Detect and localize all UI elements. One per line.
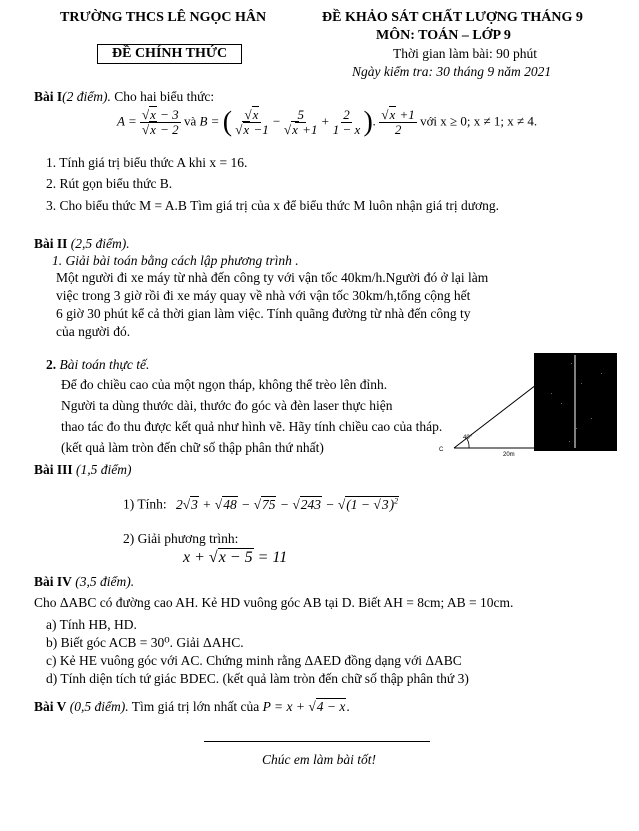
bai5-line: Bài V (0,5 điểm). Tìm giá trị lớn nhất của P = x + √4 − x. (34, 699, 350, 714)
bai3-title: Bài III (34, 462, 73, 477)
divider-line (204, 741, 430, 742)
bai3-q2-equation: x + √x − 5 = 11 (183, 549, 288, 566)
bai3-q1-label: 1) Tính: (123, 496, 167, 512)
bai4-c: c) Kẻ HE vuông góc với AC. Chứng minh rằng ΔAED đồng dạng với ΔABC (46, 653, 462, 668)
exam-date: Ngày kiểm tra: 30 tháng 9 năm 2021 (352, 64, 552, 79)
bai3-q2-label: 2) Giải phương trình: (123, 531, 239, 546)
bai2-p2-line1: Để đo chiều cao của một ngọn tháp, không thể trèo lên đỉnh. (61, 377, 388, 392)
bai4-intro: Cho ΔABC có đường cao AH. Kẻ HD vuông góc AB tại D. Biết AH = 8cm; AB = 10cm. (34, 595, 514, 610)
bai2-heading (34, 236, 130, 252)
point-c-label: C (439, 447, 444, 453)
exam-title: ĐỀ KHẢO SÁT CHẤT LƯỢNG THÁNG 9 (322, 10, 583, 25)
bai2-p2-line2: Người ta dùng thước dài, thước đo góc và đèn laser thực hiện (61, 398, 393, 413)
bai2-p1-title: 1. Giải bài toán bằng cách lập phương trình . (52, 253, 299, 268)
bai4-b: b) Biết góc ACB = 30⁰. Giải ΔAHC. (46, 635, 244, 650)
point-b-label: B (572, 452, 577, 458)
tower-diagram (439, 353, 617, 458)
bai2-points: (2,5 điểm). (67, 236, 130, 251)
bai2-p2-line4: (kết quả làm tròn đến chữ số thập phân thứ nhất) (61, 440, 324, 455)
bai2-p2-num: 2. (46, 357, 57, 372)
bai2-p2-heading (46, 357, 149, 373)
bai2-title: Bài II (34, 236, 68, 251)
bai1-points: (2 điểm). (62, 89, 111, 104)
bai1-condition: với x ≥ 0; x ≠ 1; x ≠ 4. (420, 113, 538, 129)
bai5-text: Tìm giá trị lớn nhất của (128, 699, 263, 714)
bai3-points: (1,5 điểm) (72, 462, 132, 477)
bai3-heading (34, 462, 132, 478)
bai4-title: Bài IV (34, 574, 72, 589)
bai5-expr: P = x + √4 − x (262, 699, 346, 714)
bai2-p1-line1: Một người đi xe máy từ nhà đến công ty với vận tốc 40km/h.Người đó ở lại làm (56, 270, 489, 285)
bai4-heading (34, 574, 134, 590)
bai1-formulas: A = $\frac{√x - 3}{√x - 2}$ và B = ( $\frac{√x}{√x -1}$ − $\frac{5}{√x +1}$ + $\frac{2}{1 - x}$ ). $\frac{√x +1}{2}$ với x ≥ 0; x ≠ 1; x ≠ 4. (117, 106, 538, 138)
subject-title: MÔN: TOÁN – LỚP 9 (376, 28, 511, 43)
bai1-q3: 3. Cho biểu thức M = A.B Tìm giá trị của x để biểu thức M luôn nhận giá trị dương. (46, 198, 500, 213)
bai2-p1-line3: 6 giờ 30 phút kể cả thời gian làm việc. Tính quãng đường từ nhà đến công ty (56, 306, 471, 321)
bai1-intro: Cho hai biểu thức: (110, 89, 215, 104)
bai2-p1-line2: việc trong 3 giờ rồi đi xe máy quay về nhà với vận tốc 30km/h,tổng cộng hết (56, 288, 471, 303)
distance-label: 20m (503, 452, 515, 458)
bai4-points: (3,5 điểm). (71, 574, 135, 589)
bai4-d: d) Tính diện tích tứ giác BDEC. (kết quả làm tròn đến chữ số thập phân thứ 3) (46, 671, 469, 686)
bai1-q1: 1. Tính giá trị biểu thức A khi x = 16. (46, 155, 248, 170)
angle-label: 40° (463, 435, 473, 441)
bai5-points: (0,5 điểm). (66, 699, 129, 714)
bai2-p2-line3: thao tác đo thu được kết quả như hình vẽ. Hãy tính chiều cao của tháp. (61, 419, 443, 434)
bai5-title: Bài V (34, 699, 67, 714)
bai1-title: Bài I (34, 89, 63, 104)
exam-time: Thời gian làm bài: 90 phút (393, 46, 537, 61)
bai3-q1-expr: $2√3 + √48 - √75 - √243 - √(1 - √3)^2$ (176, 496, 399, 512)
school-name: TRƯỜNG THCS LÊ NGỌC HÂN (60, 10, 267, 25)
bai2-p2-title: Bài toán thực tế. (56, 357, 150, 372)
bai4-a: a) Tính HB, HD. (46, 617, 137, 632)
bai1-q2: 2. Rút gọn biểu thức B. (46, 176, 173, 191)
bai1-heading (34, 89, 214, 105)
closing-wish: Chúc em làm bài tốt! (262, 752, 376, 767)
bai2-p1-line4: của người đó. (56, 324, 131, 339)
tower-figure (439, 353, 617, 458)
bai3-q1 (123, 496, 399, 513)
official-badge: ĐỀ CHÍNH THỨC (97, 44, 242, 64)
